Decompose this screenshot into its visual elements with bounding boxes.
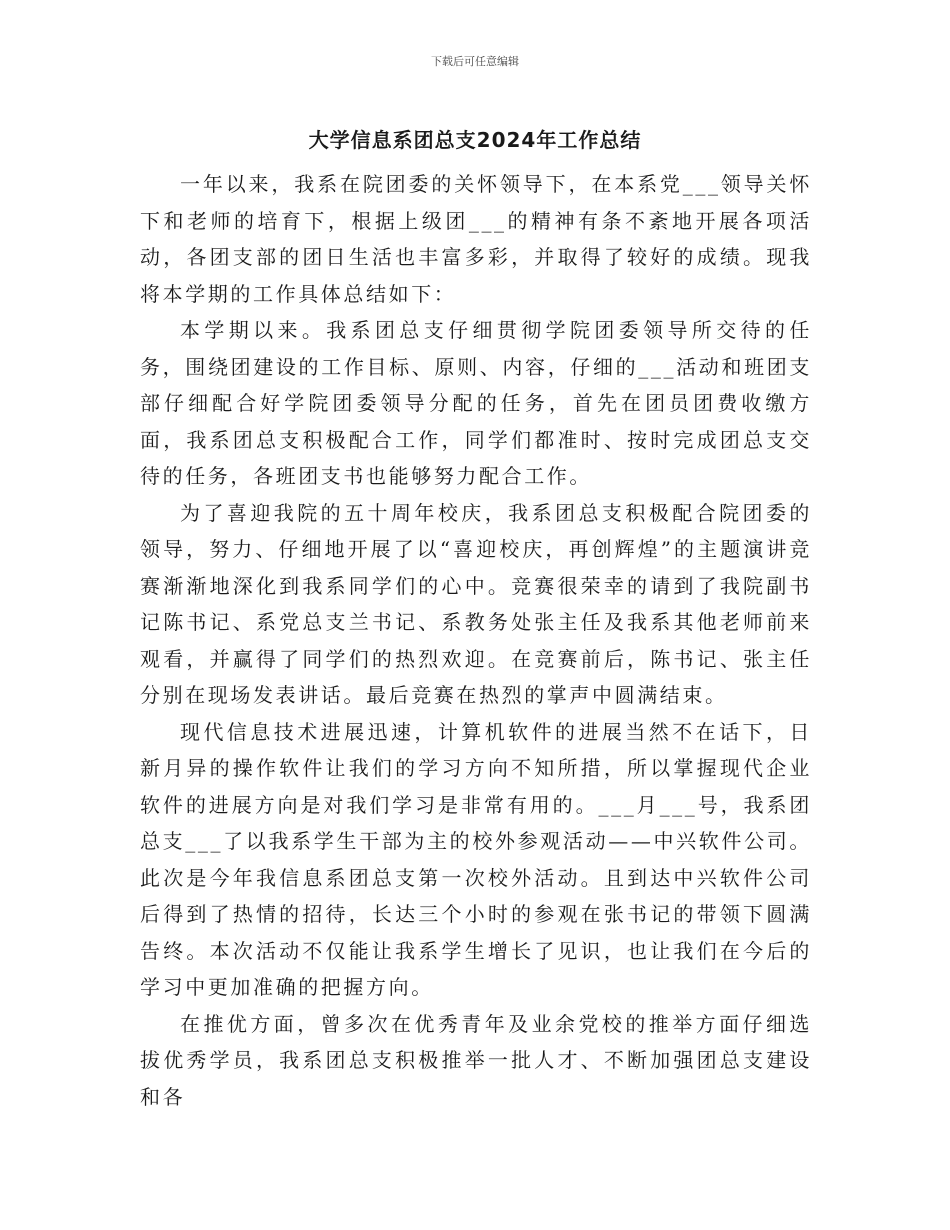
- paragraph: 为了喜迎我院的五十周年校庆，我系团总支积极配合院团委的领导，努力、仔细地开展了以“喜迎校庆，再创辉煌”的主题演讲竞赛渐渐地深化到我系同学们的心中。竞赛很荣幸的请到了我院副书记陈书记、系党总支兰书记、系教务处张主任及我系其他老师前来观看，并赢得了同学们的热烈欢迎。在竞赛前后，陈书记、张主任分别在现场发表讲话。最后竞赛在热烈的掌声中圆满结束。: [140, 500, 812, 707]
- paragraph: 本学期以来。我系团总支仔细贯彻学院团委领导所交待的任务，围绕团建设的工作目标、原则、内容，仔细的___活动和班团支部仔细配合好学院团委领导分配的任务，首先在团员团费收缴方面，我系团总支积极配合工作，同学们都准时、按时完成团总支交待的任务，各班团支书也能够努力配合工作。: [140, 318, 812, 488]
- paragraph: 现代信息技术进展迅速，计算机软件的进展当然不在话下，日新月异的操作软件让我们的学习方向不知所措，所以掌握现代企业软件的进展方向是对我们学习是非常有用的。___月___号，我系团总支___了以我系学生干部为主的校外参观活动——中兴软件公司。此次是今年我信息系团总支第一次校外活动。且到达中兴软件公司后得到了热情的招待，长达三个小时的参观在张书记的带领下圆满告终。本次活动不仅能让我系学生增长了见识，也让我们在今后的学习中更加准确的把握方向。: [140, 719, 812, 999]
- paragraph: 在推优方面，曾多次在优秀青年及业余党校的推举方面仔细选拔优秀学员，我系团总支积极推举一批人才、不断加强团总支建设和各: [140, 1011, 812, 1109]
- document-title: 大学信息系团总支2024年工作总结: [308, 128, 642, 152]
- document-body: [140, 166, 812, 1115]
- header-note: 下载后可任意编辑: [431, 55, 519, 68]
- paragraph: 一年以来，我系在院团委的关怀领导下，在本系党___领导关怀下和老师的培育下，根据上级团___的精神有条不紊地开展各项活动，各团支部的团日生活也丰富多彩，并取得了较好的成绩。现我将本学期的工作具体总结如下：: [140, 172, 812, 306]
